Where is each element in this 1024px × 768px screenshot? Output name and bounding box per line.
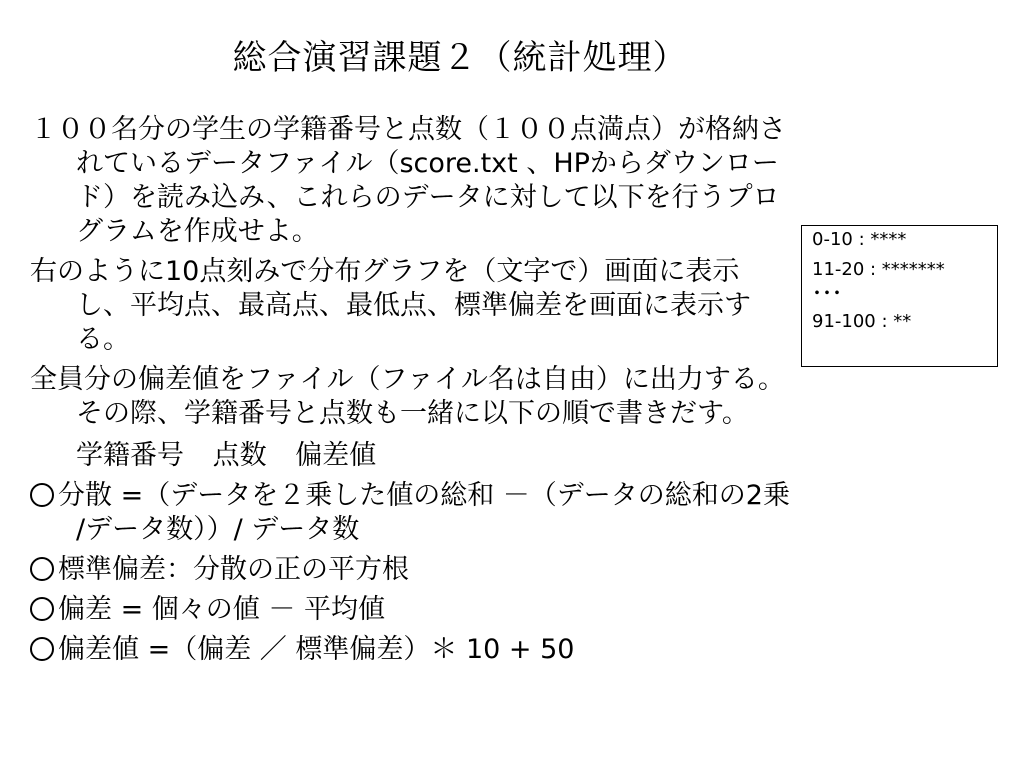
circle-bullet-icon <box>30 637 54 661</box>
paragraph-task-intro: １００名分の学生の学籍番号と点数（１００点満点）が格納されているデータファイル（score.txt 、HPからダウンロード）を読み込み、これらのデータに対して以下を行うプログラムを作成せよ。 <box>30 114 786 247</box>
circle-bullet-icon <box>30 597 54 621</box>
circle-bullet-icon <box>30 557 54 581</box>
paragraph-output-task: 全員分の偏差値をファイル（ファイル名は自由）に出力する。その際、学籍番号と点数も一緒に以下の順で書きだす。 <box>30 364 785 429</box>
histogram-line: 91-100 : ** <box>812 311 912 332</box>
formula-variance-text: 分散 =（データを２乗した値の総和 －（データの総和の2乗 /データ数））/ データ数 <box>58 480 790 545</box>
histogram-line: 11-20 : ******* <box>812 259 945 280</box>
field-score: 点数 <box>212 440 267 471</box>
formula-deviation-text: 偏差 = 個々の値 － 平均値 <box>58 594 385 625</box>
formula-deviation-value-text: 偏差値 =（偏差 ／ 標準偏差）＊ 10 + 50 <box>58 634 575 665</box>
histogram-ellipsis: ･･･ <box>812 281 842 305</box>
formula-std-dev <box>30 553 790 587</box>
circle-bullet-icon <box>30 483 54 507</box>
paragraph-histogram-task: 右のように10点刻みで分布グラフを（文字で）画面に表示し、平均点、最高点、最低点、標準偏差を画面に表示する。 <box>30 256 751 355</box>
output-field-order <box>30 439 790 473</box>
histogram-line: 0-10 : **** <box>812 229 907 250</box>
formula-deviation-value <box>30 633 790 667</box>
field-student-id: 学籍番号 <box>76 440 184 471</box>
field-deviation-value: 偏差値 <box>295 440 377 471</box>
histogram-example-box <box>801 225 998 367</box>
formula-deviation <box>30 593 790 627</box>
slide-title: 総合演習課題２（統計処理） <box>232 38 688 78</box>
formula-std-dev-text: 標準偏差：分散の正の平方根 <box>58 554 409 585</box>
formula-variance <box>30 479 790 547</box>
slide-body <box>30 113 790 667</box>
